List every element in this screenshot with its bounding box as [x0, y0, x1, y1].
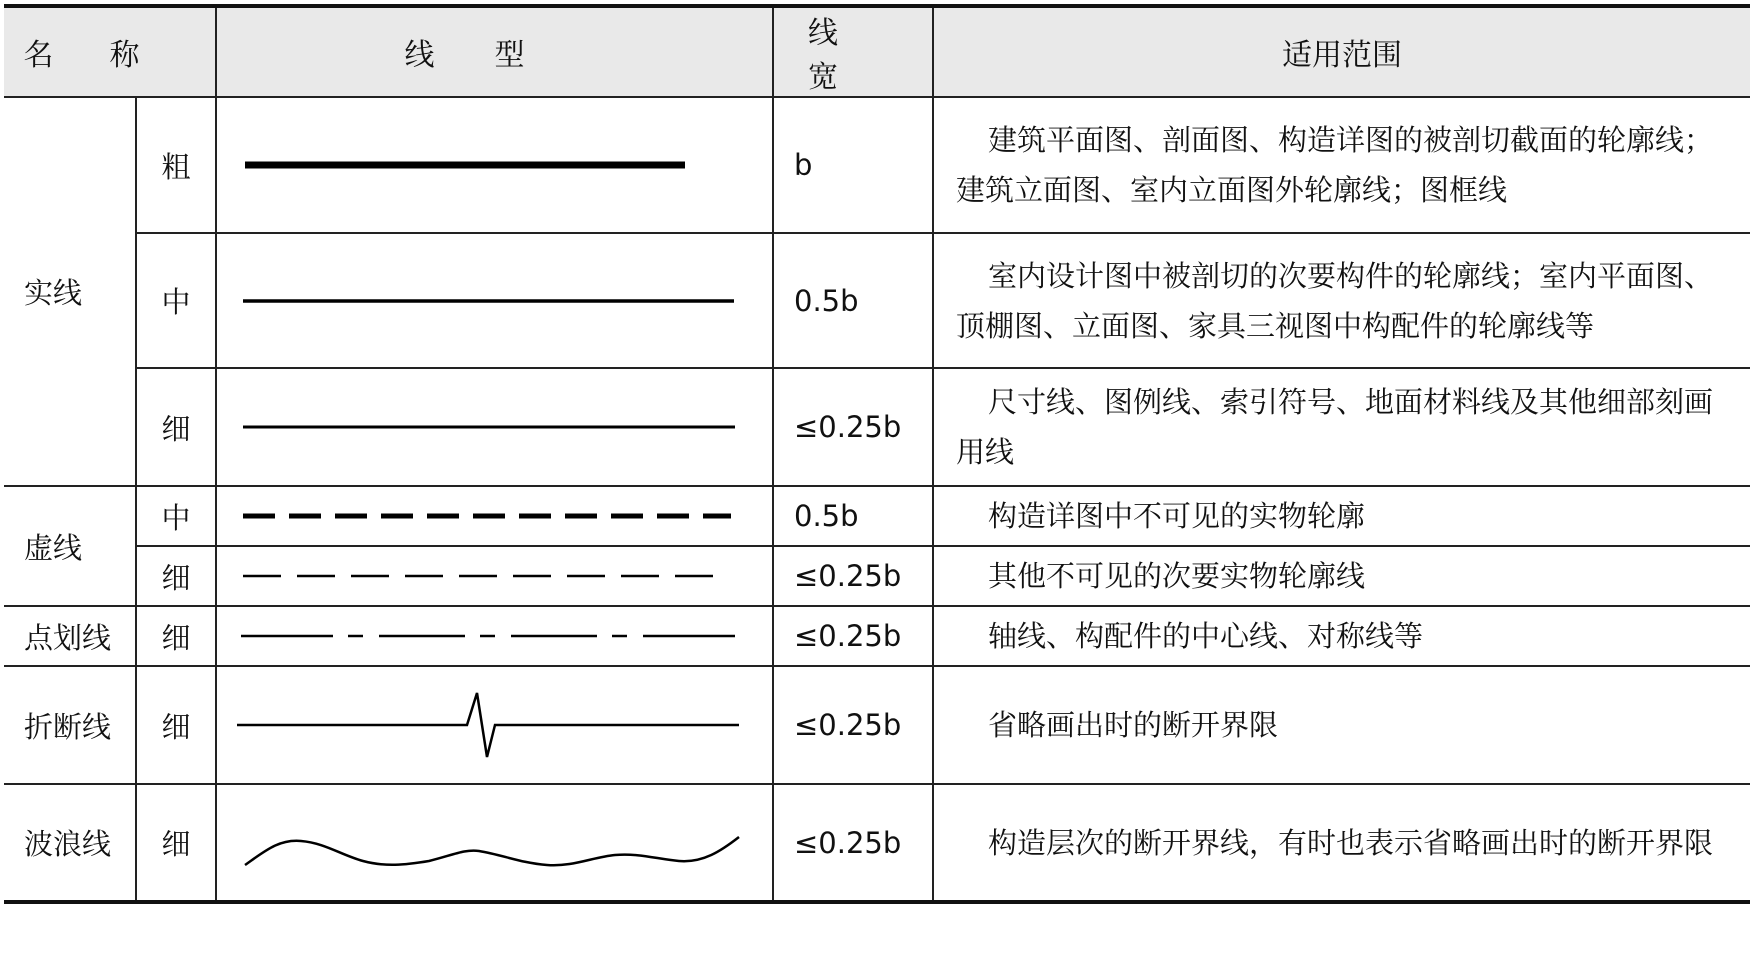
width-cell: ≤0.25b	[773, 784, 933, 902]
usage-cell	[933, 233, 1750, 368]
table-row	[4, 546, 1750, 606]
usage-cell	[933, 97, 1750, 233]
usage-text: 其他不可见的次要实物轮廓线	[988, 559, 1366, 593]
width-cell: 0.5b	[773, 233, 933, 368]
weight-cell: 粗	[136, 97, 216, 233]
header-linetype-text: 线型	[404, 38, 585, 73]
solid-thin-line-icon	[217, 397, 774, 457]
usage-cell	[933, 486, 1750, 546]
header-linetype	[216, 6, 773, 97]
dashed-medium-line-icon	[217, 496, 774, 536]
sample-dashed-thin	[216, 546, 773, 606]
table-row	[4, 368, 1750, 486]
table-row	[4, 784, 1750, 902]
sample-solid-thin	[216, 368, 773, 486]
group-wavy: 波浪线	[4, 784, 136, 902]
weight-cell: 细	[136, 666, 216, 784]
usage-text: 省略画出时的断开界限	[988, 708, 1279, 742]
sample-wavy-line	[216, 784, 773, 902]
width-cell: ≤0.25b	[773, 666, 933, 784]
usage-text: 构造详图中不可见的实物轮廓	[988, 499, 1366, 533]
weight-cell: 细	[136, 368, 216, 486]
usage-text: 室内设计图中被剖切的次要构件的轮廓线；室内平面图、顶棚图、立面图、家具三视图中构配件的轮廓线等	[956, 258, 1714, 343]
header-linewidth	[773, 6, 933, 97]
table-row	[4, 486, 1750, 546]
weight-cell: 中	[136, 486, 216, 546]
usage-text: 尺寸线、图例线、索引符号、地面材料线及其他细部刻画用线	[956, 385, 1714, 469]
usage-cell	[933, 546, 1750, 606]
header-usage	[933, 6, 1750, 97]
usage-cell	[933, 666, 1750, 784]
dash-dot-line-icon	[217, 616, 774, 656]
solid-thick-line-icon	[217, 135, 774, 195]
width-cell: b	[773, 97, 933, 233]
wavy-line-icon	[217, 793, 774, 893]
sample-dash-dot-thin	[216, 606, 773, 666]
usage-cell	[933, 368, 1750, 486]
dashed-thin-line-icon	[217, 556, 774, 596]
header-row	[4, 6, 1750, 97]
line-type-table-wrapper	[4, 4, 1750, 904]
sample-solid-medium	[216, 233, 773, 368]
table-row	[4, 233, 1750, 368]
table-row	[4, 606, 1750, 666]
header-name	[4, 6, 216, 97]
weight-cell: 细	[136, 784, 216, 902]
group-dashed: 虚线	[4, 486, 136, 606]
header-usage-text: 适用范围	[1282, 38, 1402, 73]
header-name-text: 名称	[23, 38, 196, 73]
width-cell: ≤0.25b	[773, 606, 933, 666]
table-row	[4, 666, 1750, 784]
usage-text: 建筑平面图、剖面图、构造详图的被剖切截面的轮廓线；建筑立面图、室内立面图外轮廓线；图框线	[956, 123, 1714, 207]
sample-solid-thick	[216, 97, 773, 233]
width-cell: ≤0.25b	[773, 546, 933, 606]
group-dash-dot: 点划线	[4, 606, 136, 666]
line-type-table	[4, 4, 1750, 904]
group-break: 折断线	[4, 666, 136, 784]
usage-text: 构造层次的断开界线，有时也表示省略画出时的断开界限	[988, 825, 1714, 860]
weight-cell: 中	[136, 233, 216, 368]
weight-cell: 细	[136, 606, 216, 666]
width-cell: ≤0.25b	[773, 368, 933, 486]
width-cell: 0.5b	[773, 486, 933, 546]
solid-medium-line-icon	[217, 271, 774, 331]
break-line-icon	[217, 675, 774, 775]
sample-break-line	[216, 666, 773, 784]
weight-cell: 细	[136, 546, 216, 606]
group-solid: 实线	[4, 97, 136, 486]
table-row	[4, 97, 1750, 233]
usage-cell	[933, 784, 1750, 902]
header-linewidth-text: 线宽	[808, 16, 898, 95]
usage-text: 轴线、构配件的中心线、对称线等	[988, 619, 1424, 653]
sample-dashed-medium	[216, 486, 773, 546]
usage-cell	[933, 606, 1750, 666]
